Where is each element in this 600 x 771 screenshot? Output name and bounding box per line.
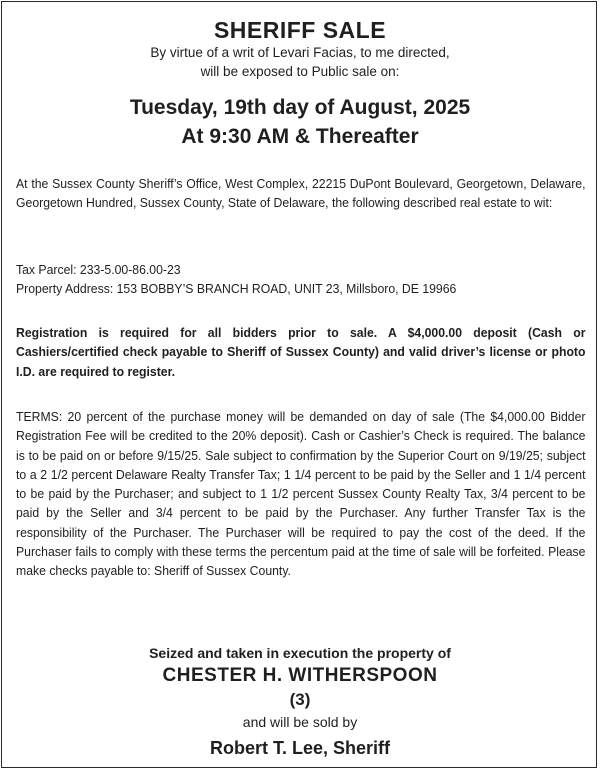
registration-paragraph: Registration is required for all bidders prior to sale. A $4,000.00 deposit (Cash or Cashiers/certified check payable to Sheriff of Sussex County) and valid driver’s license or photo I.D. are required to register. [16, 325, 586, 379]
sheriff-name: Robert T. Lee, Sheriff [209, 738, 391, 758]
sale-date-block [16, 93, 584, 151]
sale-location-paragraph: At the Sussex County Sheriff’s Office, West Complex, 22215 DuPont Boulevard, Georgetown, Delaware, Georgetown Hundred, Sussex County, State of Delaware, the following described real estate to wit: [16, 176, 586, 211]
property-owner: CHESTER H. WITHERSPOON [162, 665, 438, 686]
tax-parcel: Tax Parcel: 233-5.00-86.00-23 [16, 262, 181, 277]
property-address: Property Address: 153 BOBBY’S BRANCH ROAD, UNIT 23, Millsboro, DE 19966 [16, 281, 457, 297]
case-count: (3) [289, 690, 311, 709]
notice-intro [16, 43, 584, 81]
terms-paragraph: TERMS: 20 percent of the purchase money will be demanded on day of sale (The $4,000.00 Bidder Registration Fee will be credited to the 20% deposit). Cash or Cashier’s Check is required. The balance is to be paid on or before 9/15/25. Sale subject to confirmation by the Superior Court on 9/19/25; subject to a 2 1/2 percent Delaware Realty Transfer Tax; 1 1/4 percent to be paid by the Seller and 1 1/4 percent to be paid by the Purchaser; and subject to 1 1/2 percent Sussex County Realty Tax, 3/4 percent to be paid by the Seller and 3/4 percent to be paid by the Purchaser. Any further Transfer Tax is the responsibility of the Purchaser. The Purchaser will be required to pay the cost of the deed. If the Purchaser fails to comply with these terms the percentum paid at the time of sale will be forfeited. Please make checks payable to: Sheriff of Sussex County. [16, 409, 586, 579]
intro-line-1: By virtue of a writ of Levari Facias, to me directed, [150, 45, 450, 60]
sold-by-line: and will be sold by [242, 714, 358, 730]
sale-time: At 9:30 AM & Thereafter [181, 125, 419, 148]
sale-date: Tuesday, 19th day of August, 2025 [129, 96, 471, 119]
seized-line: Seized and taken in execution the property of [149, 645, 451, 661]
notice-title: SHERIFF SALE [213, 17, 387, 43]
intro-line-2: will be exposed to Public sale on: [200, 64, 400, 79]
property-details [16, 260, 585, 299]
sheriff-sale-notice [1, 1, 597, 768]
